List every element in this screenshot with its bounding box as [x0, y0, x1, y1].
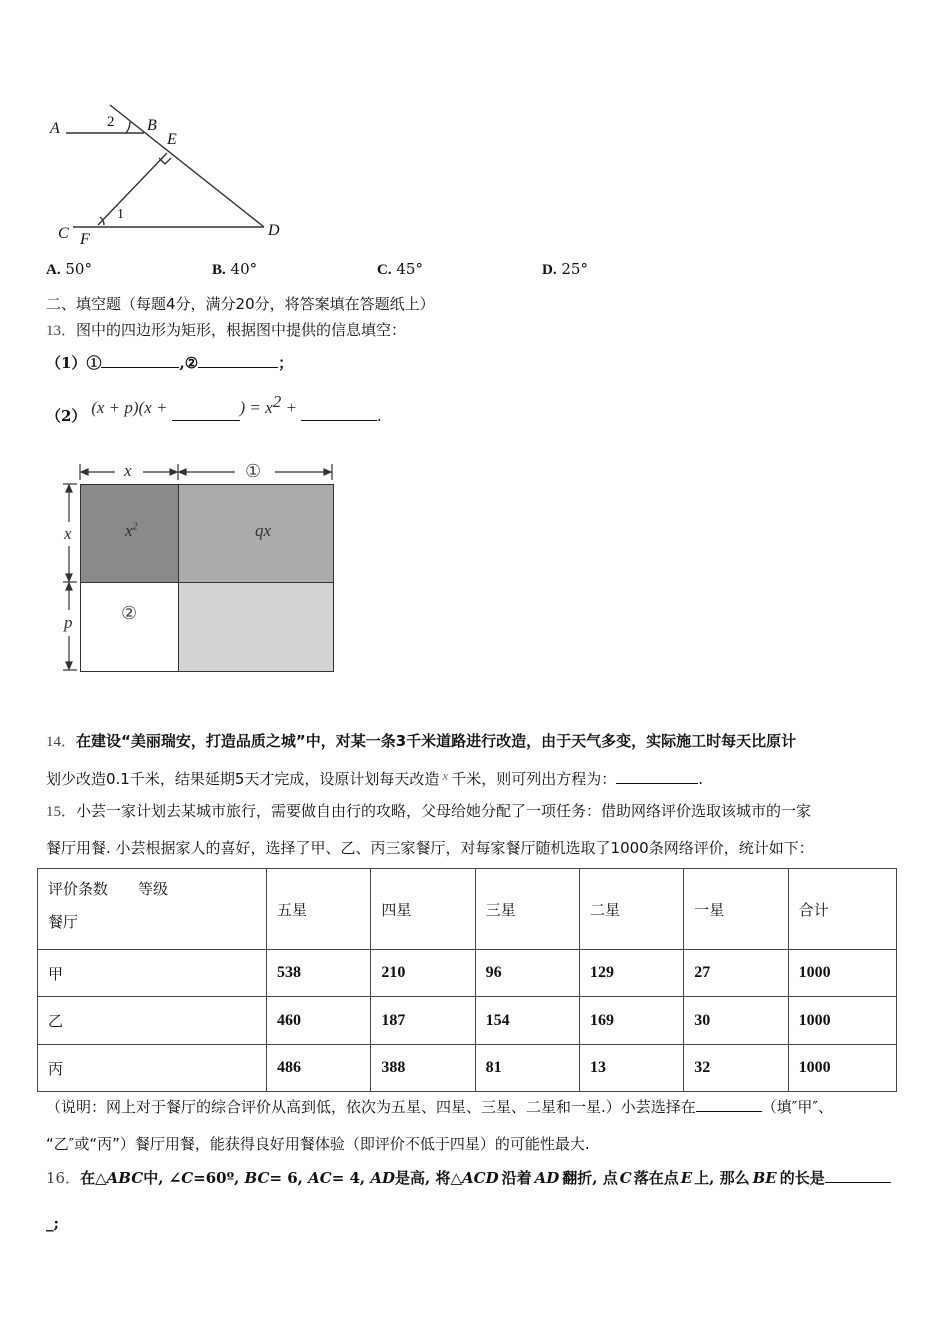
option-value: 25° [561, 260, 588, 278]
answer-blank-3[interactable] [172, 406, 240, 421]
cell-value: 210 [371, 950, 475, 997]
text: 落在点 [633, 1169, 679, 1187]
text: 中, ∠ [143, 1169, 182, 1187]
corner-header-cell [38, 869, 267, 950]
geometry-figure-parallel-lines [40, 95, 300, 250]
question-15-line2: 餐厅用餐. 小芸根据家人的喜好，选择了甲、乙、丙三家餐厅，对每家餐厅随机选取了1000条网络评价，统计如下： [46, 839, 814, 857]
option-letter: D. [542, 262, 557, 278]
note-text: （说明：网上对于餐厅的综合评价从高到低，依次为五星、四星、三星、二星和一星.）小芸选择在 [46, 1098, 696, 1116]
table-header-row [38, 869, 897, 950]
math-var: E [680, 1169, 693, 1187]
expression-plus: + [281, 398, 297, 417]
cell-value: 1000 [788, 1045, 896, 1092]
circle-1: ① [86, 354, 102, 372]
question-13 [46, 320, 406, 341]
question-number: 13． [46, 323, 77, 339]
cell-value: 27 [684, 950, 788, 997]
question-14-line1 [46, 731, 796, 752]
review-statistics-table [37, 868, 897, 1092]
question-number: 16． [46, 1169, 81, 1187]
cell-value: 154 [475, 997, 579, 1045]
cell-value: 538 [267, 950, 371, 997]
period: . [376, 407, 382, 425]
cell-value: 30 [684, 997, 788, 1045]
side-label-x: x [64, 524, 72, 543]
question-text: 划少改造0.1千米，结果延期5天才完成，设原计划每天改造 [46, 770, 440, 788]
cell-value: 81 [475, 1045, 579, 1092]
cell-value: 187 [371, 997, 475, 1045]
label-E: E [167, 131, 177, 148]
option-d [542, 260, 588, 279]
exponent: 2 [272, 392, 282, 411]
top-label-circle-1: ① [245, 461, 262, 482]
cell-value: 1000 [788, 950, 896, 997]
label-D: D [268, 222, 280, 239]
label-C: C [58, 225, 69, 242]
row-label: 丙 [38, 1045, 267, 1092]
text: 是高, 将△ [395, 1169, 463, 1187]
q13-part1 [46, 353, 293, 373]
label-angle-1: 1 [117, 207, 124, 222]
question-number: 15． [46, 804, 77, 820]
table-row [38, 1045, 897, 1092]
dimension-arrows [55, 460, 345, 675]
question-16-line2: _; [46, 1214, 60, 1232]
cell-label-qx: qx [255, 521, 272, 540]
answer-blank-2[interactable] [198, 353, 278, 368]
answer-blank-1[interactable] [101, 353, 179, 368]
option-b [212, 260, 257, 279]
text: 在△ [80, 1169, 107, 1187]
math-var: C [181, 1169, 194, 1187]
column-header: 三星 [475, 869, 579, 950]
label-angle-2: 2 [107, 114, 115, 130]
cell-label-circle-2: ② [121, 603, 138, 624]
expression-left: (x + p)(x + [91, 398, 168, 417]
row-label: 甲 [38, 950, 267, 997]
text: 上, 那么 [694, 1169, 750, 1187]
math-var: ABC [106, 1169, 144, 1187]
expression-mid: ) = x [239, 398, 273, 417]
separator: , [179, 354, 185, 372]
cell-value: 1000 [788, 997, 896, 1045]
question-text: 在建设“美丽瑞安，打造品质之城”中，对某一条3千米道路进行改造，由于天气多变，实际施工时每天比原计 [76, 732, 797, 750]
cell-value: 460 [267, 997, 371, 1045]
text: 翻折, 点 [562, 1169, 618, 1187]
q13-part2 [46, 392, 382, 425]
option-value: 40° [230, 260, 258, 278]
question-15-note-line1 [46, 1097, 833, 1117]
math-var: C [619, 1169, 632, 1187]
note-text: （填″甲″、 [761, 1098, 833, 1116]
top-label-x: x [124, 461, 132, 480]
text: 的长是 [779, 1169, 825, 1187]
column-header: 合计 [788, 869, 896, 950]
option-value: 50° [65, 260, 92, 278]
column-header: 一星 [684, 869, 788, 950]
math-var: BC [244, 1169, 270, 1187]
var-x: x [125, 521, 133, 540]
question-text: 图中的四边形为矩形，根据图中提供的信息填空： [76, 321, 407, 339]
answer-blank[interactable] [825, 1168, 891, 1183]
cell-value: 486 [267, 1045, 371, 1092]
part-label: （1） [46, 354, 87, 372]
question-16-line1 [46, 1168, 891, 1188]
math-var: AD [370, 1169, 396, 1187]
cell-value: 13 [579, 1045, 683, 1092]
question-number: 14． [46, 734, 77, 750]
table-row [38, 997, 897, 1045]
side-label-p: p [64, 613, 73, 632]
text: = 4, [331, 1169, 371, 1187]
question-text: 小芸一家计划去某城市旅行，需要做自由行的攻略，父母给她分配了一项任务：借助网络评价选取该城市的一家 [76, 802, 812, 820]
question-15-note-line2: “乙″或“丙”）餐厅用餐，能获得良好用餐体验（即评价不低于四星）的可能性最大. [46, 1135, 590, 1153]
cell-value: 96 [475, 950, 579, 997]
corner-bottom-label: 餐厅 [48, 913, 79, 931]
question-text: 千米，则可列出方程为： [451, 770, 617, 788]
column-header: 五星 [267, 869, 371, 950]
semicolon: ； [278, 354, 294, 372]
row-label: 乙 [38, 997, 267, 1045]
column-header: 四星 [371, 869, 475, 950]
period: . [698, 770, 703, 788]
exponent: 2 [132, 521, 138, 533]
answer-blank-4[interactable] [301, 406, 377, 421]
option-value: 45° [396, 260, 423, 278]
cell-value: 388 [371, 1045, 475, 1092]
label-F: F [80, 231, 90, 248]
question-15-line1 [46, 801, 811, 822]
math-var: BE [752, 1169, 777, 1187]
cell-value: 169 [579, 997, 683, 1045]
option-letter: C. [377, 262, 392, 278]
label-A: A [50, 120, 60, 137]
option-a [46, 260, 92, 279]
variable-x: x [442, 768, 449, 783]
cell-value: 32 [684, 1045, 788, 1092]
column-header: 二星 [579, 869, 683, 950]
table-row [38, 950, 897, 997]
answer-blank[interactable] [696, 1097, 762, 1112]
circle-2: ② [184, 354, 199, 372]
corner-top-label: 评价条数 等级 [48, 880, 169, 898]
text: =60º, [193, 1169, 245, 1187]
text: 沿着 [501, 1169, 532, 1187]
text: = 6, [269, 1169, 309, 1187]
option-c [377, 260, 423, 279]
question-14-line2 [46, 766, 703, 789]
section-heading: 二、填空题（每题4分，满分20分，将答案填在答题纸上） [46, 295, 435, 313]
math-var: AD [534, 1169, 560, 1187]
part-label: （2） [46, 407, 87, 425]
answer-blank[interactable] [616, 769, 698, 784]
label-B: B [147, 117, 157, 134]
cell-value: 129 [579, 950, 683, 997]
option-letter: B. [212, 262, 226, 278]
math-var: ACD [462, 1169, 499, 1187]
option-letter: A. [46, 262, 61, 278]
math-var: AC [308, 1169, 332, 1187]
